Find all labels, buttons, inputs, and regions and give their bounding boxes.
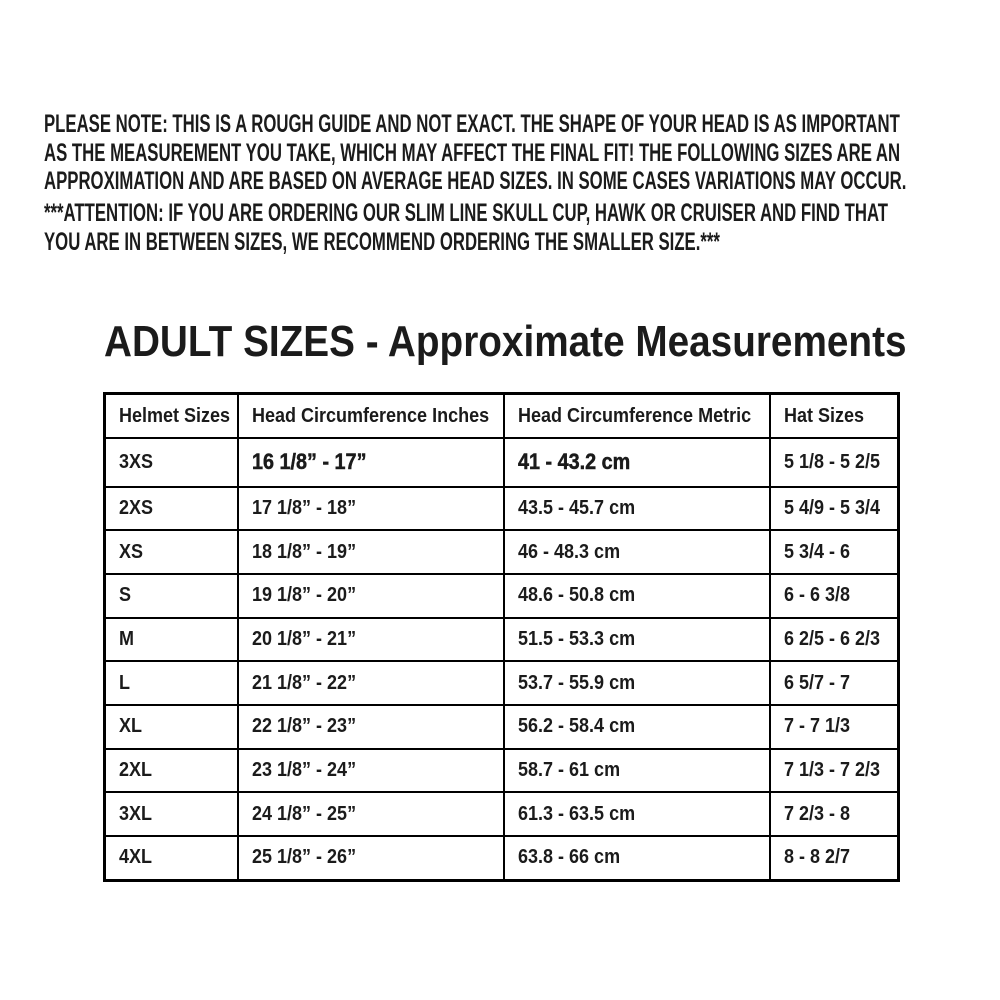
table-row <box>105 749 899 793</box>
header-label: Helmet Sizes <box>119 404 231 427</box>
cell-value: 58.7 - 61 cm <box>517 758 620 781</box>
cell-metric <box>504 618 770 662</box>
cell-value: 22 1/8” - 23” <box>251 715 356 738</box>
header-circumference-inches <box>238 394 504 439</box>
cell-helmet-size <box>105 487 238 531</box>
cell-hat-size <box>770 792 899 836</box>
cell-value: 25 1/8” - 26” <box>251 846 356 869</box>
table-row <box>105 574 899 618</box>
cell-helmet-size <box>105 530 238 574</box>
cell-value: 5 4/9 - 5 3/4 <box>783 497 880 520</box>
cell-value: 3XL <box>119 802 153 825</box>
cell-hat-size <box>770 438 899 487</box>
cell-value: 17 1/8” - 18” <box>251 497 356 520</box>
header-helmet-sizes <box>105 394 238 439</box>
table-row <box>105 438 899 487</box>
header-label: Head Circumference Metric <box>517 404 751 427</box>
cell-helmet-size <box>105 661 238 705</box>
cell-value: 3XS <box>119 450 154 473</box>
cell-value: 51.5 - 53.3 cm <box>517 628 635 651</box>
cell-hat-size <box>770 836 899 881</box>
header-hat-sizes <box>770 394 899 439</box>
cell-value: 48.6 - 50.8 cm <box>517 584 635 607</box>
cell-value: 7 2/3 - 8 <box>783 802 850 825</box>
cell-hat-size <box>770 574 899 618</box>
cell-value: 23 1/8” - 24” <box>251 758 356 781</box>
cell-value: 6 - 6 3/8 <box>783 584 850 607</box>
cell-hat-size <box>770 530 899 574</box>
page-title: ADULT SIZES - Approximate Measurements <box>104 317 907 366</box>
cell-value: 5 1/8 - 5 2/5 <box>783 450 880 473</box>
cell-value: 41 - 43.2 cm <box>517 449 630 475</box>
cell-helmet-size <box>105 836 238 881</box>
cell-helmet-size <box>105 749 238 793</box>
cell-metric <box>504 574 770 618</box>
cell-inches <box>238 661 504 705</box>
cell-helmet-size <box>105 438 238 487</box>
cell-value: 5 3/4 - 6 <box>783 540 850 563</box>
table-row <box>105 705 899 749</box>
cell-inches <box>238 749 504 793</box>
table-row <box>105 618 899 662</box>
cell-hat-size <box>770 705 899 749</box>
cell-value: 43.5 - 45.7 cm <box>517 497 635 520</box>
cell-inches <box>238 487 504 531</box>
header-label: Head Circumference Inches <box>251 404 489 427</box>
cell-helmet-size <box>105 618 238 662</box>
cell-helmet-size <box>105 705 238 749</box>
cell-value: M <box>119 628 135 651</box>
cell-value: XL <box>119 715 143 738</box>
table-row <box>105 661 899 705</box>
cell-value: XS <box>119 540 144 563</box>
adult-sizes-table <box>103 392 900 882</box>
please-note-paragraph <box>44 110 1000 196</box>
cell-value: 7 1/3 - 7 2/3 <box>783 758 880 781</box>
cell-inches <box>238 792 504 836</box>
table-row <box>105 792 899 836</box>
cell-value: 7 - 7 1/3 <box>783 715 850 738</box>
table-header-row <box>105 394 899 439</box>
cell-value: 53.7 - 55.9 cm <box>517 671 635 694</box>
table-row <box>105 836 899 881</box>
cell-inches <box>238 438 504 487</box>
header-label: Hat Sizes <box>783 404 864 427</box>
cell-value: 2XS <box>119 497 154 520</box>
cell-inches <box>238 574 504 618</box>
cell-value: 61.3 - 63.5 cm <box>517 802 635 825</box>
cell-metric <box>504 705 770 749</box>
cell-value: 19 1/8” - 20” <box>251 584 356 607</box>
cell-hat-size <box>770 661 899 705</box>
cell-value: 24 1/8” - 25” <box>251 802 356 825</box>
attention-line: YOU ARE IN BETWEEN SIZES, WE RECOMMEND ORDERING THE SMALLER SIZE.*** <box>44 227 720 256</box>
cell-inches <box>238 530 504 574</box>
cell-value: 8 - 8 2/7 <box>783 846 850 869</box>
note-line: APPROXIMATION AND ARE BASED ON AVERAGE HEAD SIZES. IN SOME CASES VARIATIONS MAY OCCUR. <box>44 167 907 195</box>
cell-metric <box>504 792 770 836</box>
cell-inches <box>238 705 504 749</box>
cell-value: 56.2 - 58.4 cm <box>517 715 635 738</box>
cell-value: 21 1/8” - 22” <box>251 671 356 694</box>
header-circumference-metric <box>504 394 770 439</box>
cell-hat-size <box>770 749 899 793</box>
cell-value: 6 5/7 - 7 <box>783 671 850 694</box>
cell-helmet-size <box>105 574 238 618</box>
cell-value: 63.8 - 66 cm <box>517 846 620 869</box>
cell-inches <box>238 618 504 662</box>
table-row <box>105 487 899 531</box>
cell-value: 46 - 48.3 cm <box>517 540 620 563</box>
cell-metric <box>504 530 770 574</box>
note-line: PLEASE NOTE: THIS IS A ROUGH GUIDE AND NOT EXACT. THE SHAPE OF YOUR HEAD IS AS IMPORTANT <box>44 110 900 138</box>
cell-metric <box>504 487 770 531</box>
cell-metric <box>504 661 770 705</box>
cell-value: 16 1/8” - 17” <box>251 449 366 475</box>
attention-line: ***ATTENTION: IF YOU ARE ORDERING OUR SLIM LINE SKULL CUP, HAWK OR CRUISER AND FIND THAT <box>44 199 889 227</box>
cell-metric <box>504 438 770 487</box>
cell-inches <box>238 836 504 881</box>
cell-metric <box>504 749 770 793</box>
cell-hat-size <box>770 487 899 531</box>
cell-value: S <box>119 584 132 607</box>
cell-helmet-size <box>105 792 238 836</box>
cell-value: 2XL <box>119 758 153 781</box>
cell-value: 20 1/8” - 21” <box>251 628 356 651</box>
note-line: AS THE MEASUREMENT YOU TAKE, WHICH MAY AFFECT THE FINAL FIT! THE FOLLOWING SIZES ARE AN <box>44 138 901 167</box>
cell-value: L <box>119 671 130 694</box>
cell-value: 4XL <box>119 846 153 869</box>
table-row <box>105 530 899 574</box>
cell-metric <box>504 836 770 881</box>
cell-hat-size <box>770 618 899 662</box>
attention-paragraph <box>44 199 1000 256</box>
cell-value: 6 2/5 - 6 2/3 <box>783 628 880 651</box>
cell-value: 18 1/8” - 19” <box>251 540 356 563</box>
